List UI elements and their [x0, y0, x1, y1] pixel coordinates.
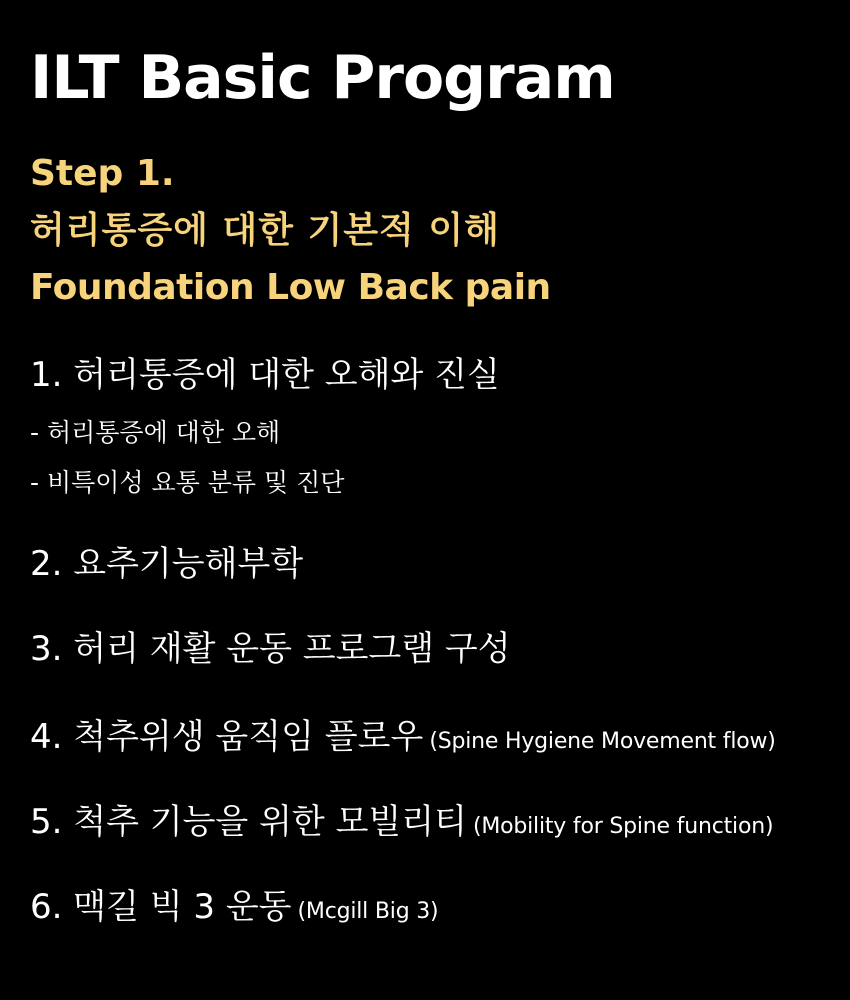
list-item-3 — [30, 627, 511, 671]
list-item-english: (Mobility for Spine function) — [472, 814, 774, 839]
step-korean-title: 허리통증에 대한 기본적 이해 — [30, 210, 500, 251]
list-item-text: 4. 척추위생 움직임 플로우 — [30, 717, 424, 757]
list-item-text: 1. 허리통증에 대한 오해와 진실 — [30, 355, 500, 395]
list-item-text: 5. 척추 기능을 위한 모빌리티 — [30, 802, 467, 842]
sub-item-1: - 허리통증에 대한 오해 — [30, 418, 281, 447]
list-item-4 — [30, 715, 776, 764]
list-item-5 — [30, 800, 773, 849]
sub-item-2: - 비특이성 요통 분류 및 진단 — [30, 468, 345, 497]
list-item-6 — [30, 885, 438, 934]
page-title: ILT Basic Program — [30, 43, 615, 113]
list-item-text: 2. 요추기능해부학 — [30, 544, 304, 584]
list-item-2 — [30, 542, 303, 586]
list-item-text: 3. 허리 재활 운동 프로그램 구성 — [30, 629, 511, 669]
step-english-title: Foundation Low Back pain — [30, 267, 551, 308]
list-item-text: 6. 맥길 빅 3 운동 — [30, 887, 292, 927]
list-item-english: (Spine Hygiene Movement flow) — [429, 729, 776, 754]
step-label: Step 1. — [30, 153, 175, 194]
list-item-english: (Mcgill Big 3) — [297, 899, 439, 924]
list-item-1 — [30, 353, 500, 397]
